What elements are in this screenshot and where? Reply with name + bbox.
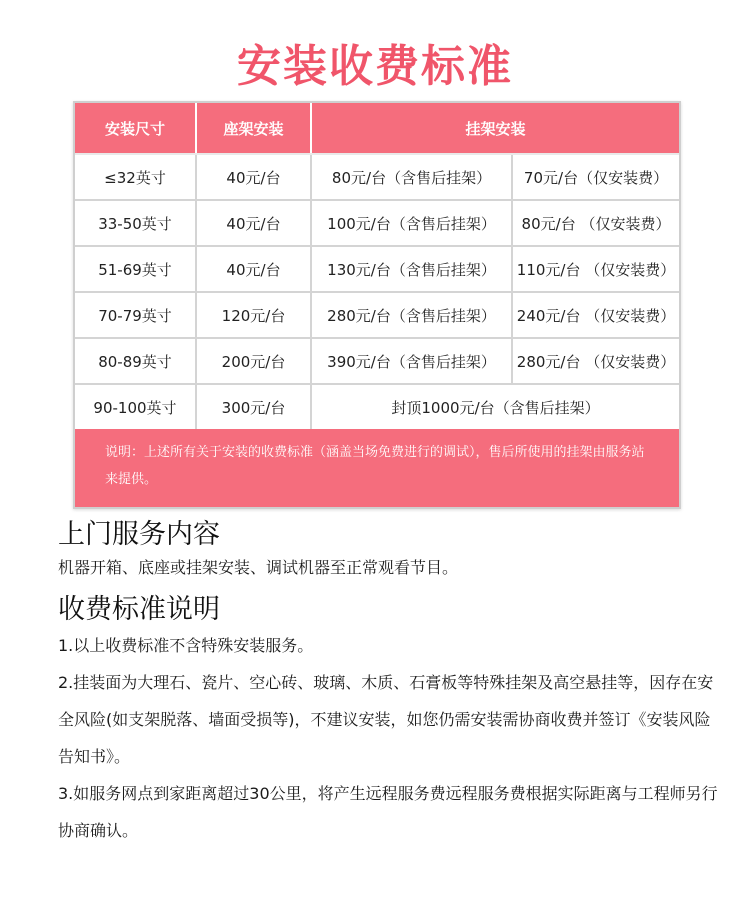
cell-size: ≤32英寸 xyxy=(75,154,196,200)
cell-size: 51-69英寸 xyxy=(75,246,196,292)
cell-seat-price: 200元/台 xyxy=(196,338,311,384)
cell-seat-price: 120元/台 xyxy=(196,292,311,338)
table-row xyxy=(75,200,679,246)
cell-size: 80-89英寸 xyxy=(75,338,196,384)
cell-size: 70-79英寸 xyxy=(75,292,196,338)
cell-seat-price: 40元/台 xyxy=(196,200,311,246)
cell-hang-with-bracket: 280元/台（含售后挂架） xyxy=(311,292,512,338)
table-note: 说明：上述所有关于安装的收费标准（涵盖当场免费进行的调试），售后所使用的挂架由服务站来提供。 xyxy=(75,429,679,507)
rule-item: 2.挂装面为大理石、瓷片、空心砖、玻璃、木质、石膏板等特殊挂架及高空悬挂等，因存在安全风险(如支架脱落、墙面受损等)，不建议安装，如您仍需安装需协商收费并签订《安装风险告知书》。 xyxy=(58,673,714,766)
cell-size: 90-100英寸 xyxy=(75,384,196,429)
price-table xyxy=(75,103,679,429)
cell-hang-install-only: 240元/台 （仅安装费） xyxy=(512,292,679,338)
cell-hang-install-only: 70元/台（仅安装费） xyxy=(512,154,679,200)
cell-hang-with-bracket: 100元/台（含售后挂架） xyxy=(311,200,512,246)
cell-size: 33-50英寸 xyxy=(75,200,196,246)
cell-seat-price: 40元/台 xyxy=(196,246,311,292)
cell-hang-install-only: 280元/台 （仅安装费） xyxy=(512,338,679,384)
service-section xyxy=(58,518,718,584)
rules-heading: 收费标准说明 xyxy=(58,594,220,625)
header-wall-mount: 挂架安装 xyxy=(311,103,679,154)
table-row xyxy=(75,384,679,429)
table-row xyxy=(75,338,679,384)
cell-seat-price: 40元/台 xyxy=(196,154,311,200)
cell-hang-install-only: 110元/台 （仅安装费） xyxy=(512,246,679,292)
price-table-card xyxy=(73,101,681,509)
table-header-row xyxy=(75,103,679,154)
page-title: 安装收费标准 xyxy=(237,41,513,92)
rule-item: 1.以上收费标准不含特殊安装服务。 xyxy=(58,636,314,655)
rule-item: 3.如服务网点到家距离超过30公里，将产生远程服务费远程服务费根据实际距离与工程师另行协商确认。 xyxy=(58,784,718,840)
cell-hang-with-bracket: 390元/台（含售后挂架） xyxy=(311,338,512,384)
cell-hang-capped-price: 封顶1000元/台（含售后挂架） xyxy=(391,398,600,417)
service-heading: 上门服务内容 xyxy=(58,519,220,550)
service-body: 机器开箱、底座或挂架安装、调试机器至正常观看节目。 xyxy=(58,558,459,577)
table-row xyxy=(75,292,679,338)
header-seat-mount: 座架安装 xyxy=(196,103,311,154)
table-row xyxy=(75,246,679,292)
cell-hang-with-bracket: 130元/台（含售后挂架） xyxy=(311,246,512,292)
cell-hang-with-bracket: 80元/台（含售后挂架） xyxy=(311,154,512,200)
cell-hang-install-only: 80元/台 （仅安装费） xyxy=(512,200,679,246)
table-row xyxy=(75,154,679,200)
header-size: 安装尺寸 xyxy=(75,103,196,154)
rules-section xyxy=(58,593,718,849)
cell-seat-price: 300元/台 xyxy=(196,384,311,429)
